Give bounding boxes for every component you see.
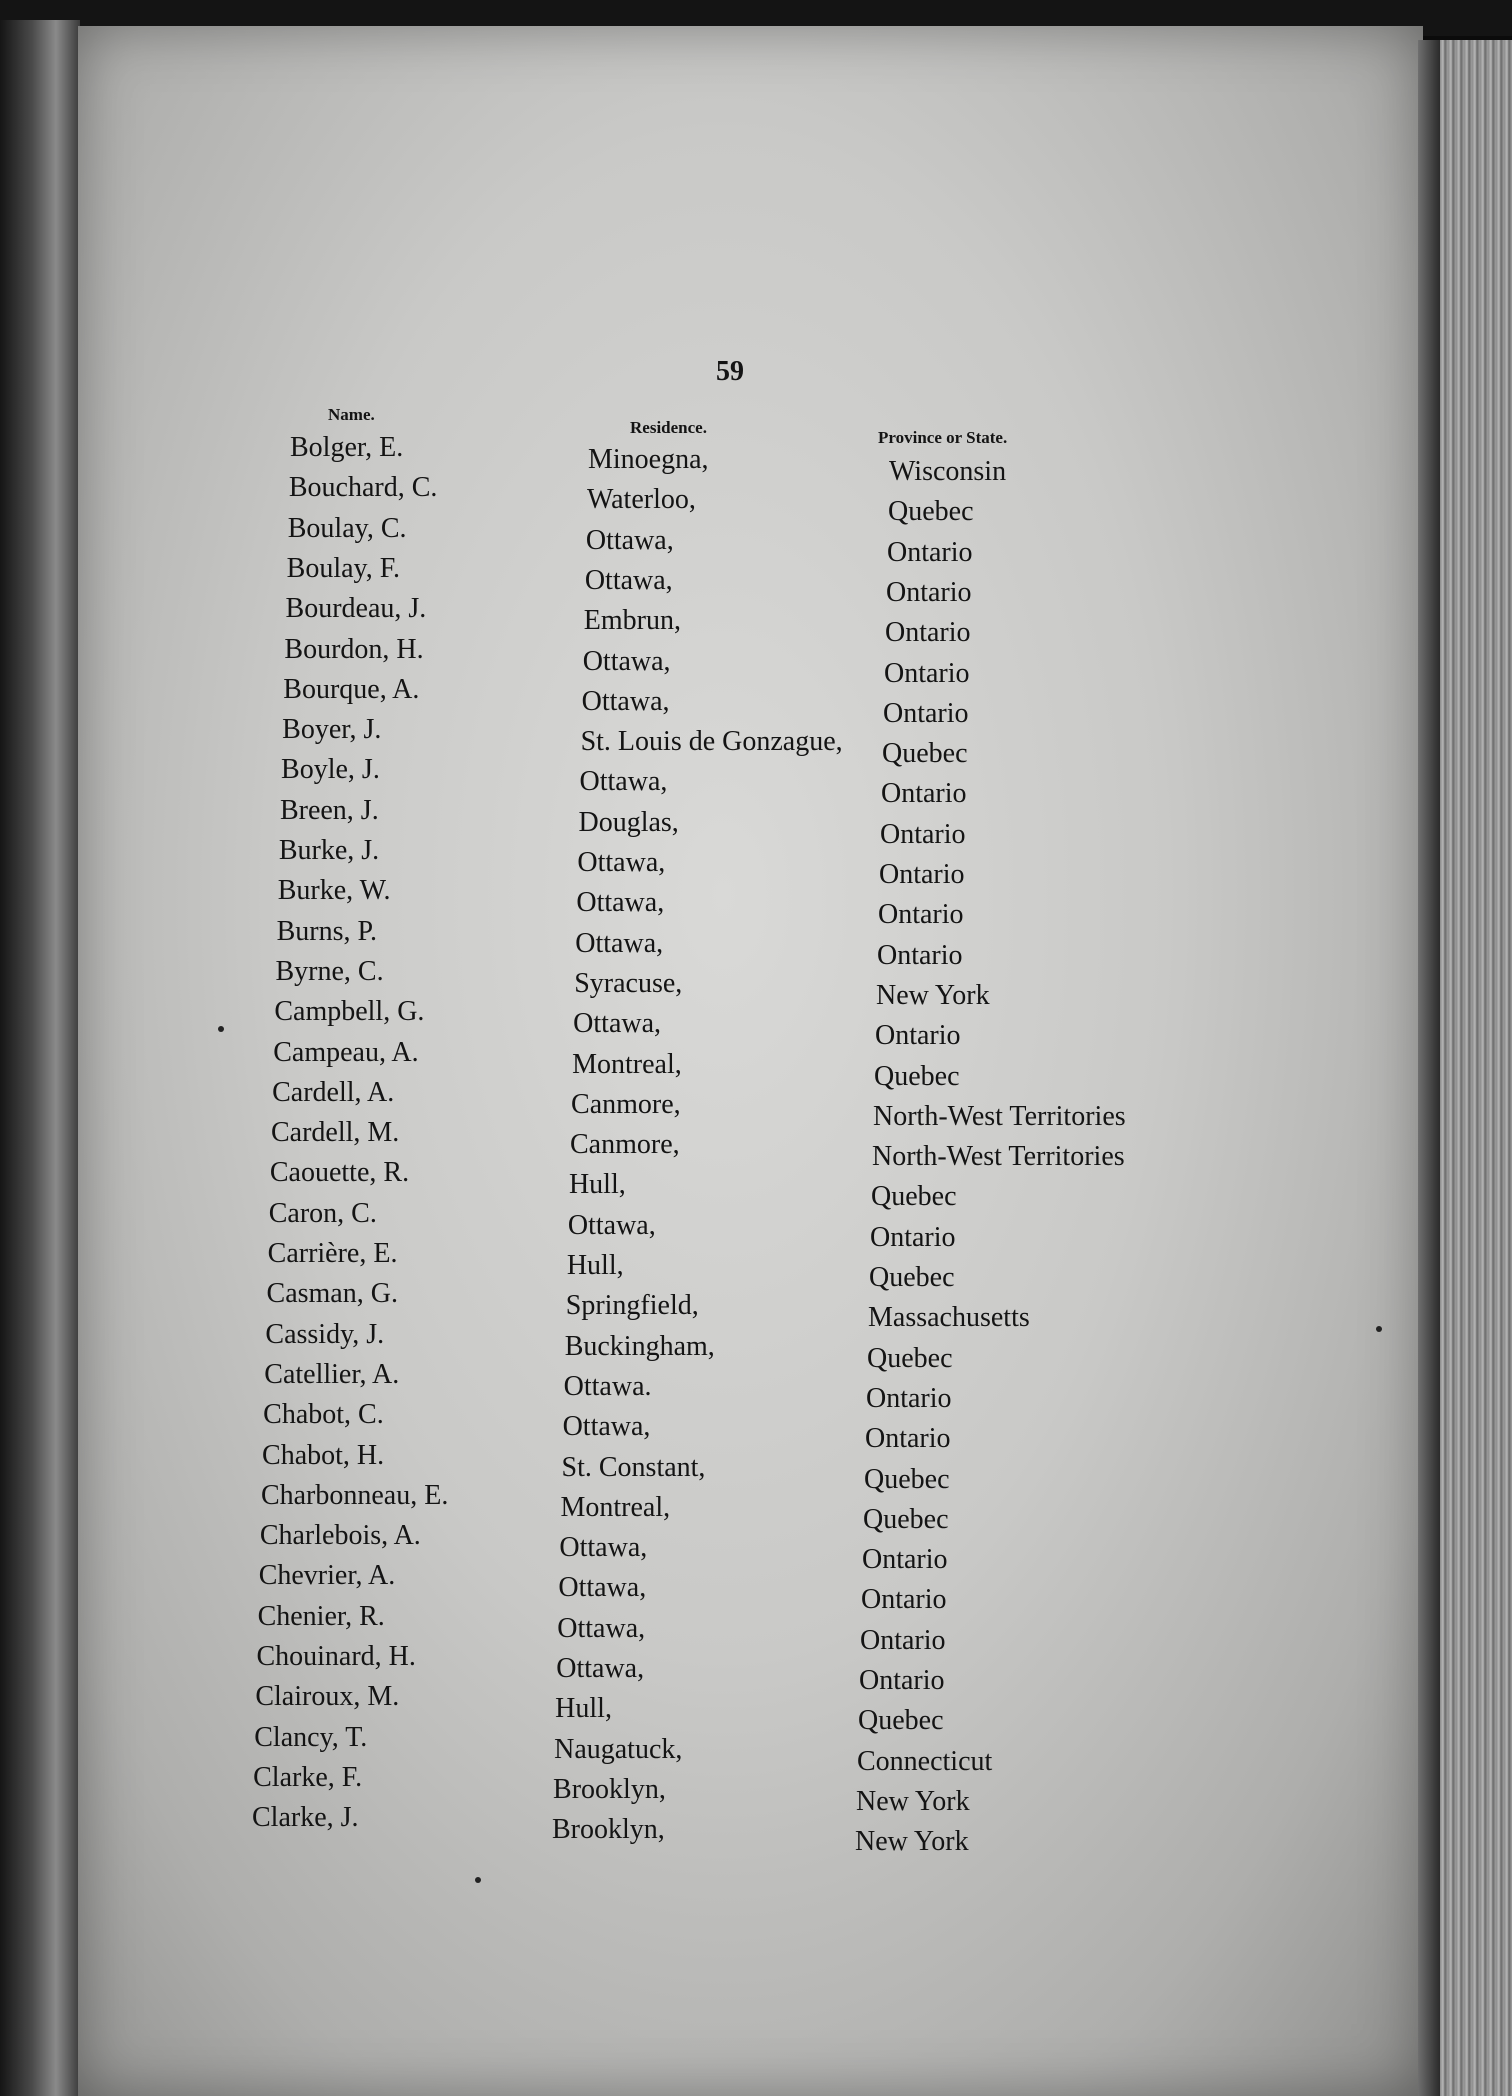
table-row xyxy=(0,791,1512,850)
residence-cell: Brooklyn, xyxy=(553,1773,666,1805)
residence-cell: Ottawa, xyxy=(573,1008,662,1040)
name-cell: Carrière, E. xyxy=(267,1238,398,1269)
residence-cell: Springfield, xyxy=(565,1290,699,1322)
table-row xyxy=(0,1637,1512,1696)
name-cell: Cardell, A. xyxy=(272,1076,395,1108)
residence-cell: Canmore, xyxy=(571,1088,681,1120)
name-cell: Charbonneau, E. xyxy=(260,1479,449,1511)
province-cell: Ontario xyxy=(884,657,970,689)
table-row xyxy=(0,670,1512,729)
province-cell: Ontario xyxy=(861,1584,947,1616)
residence-cell: Ottawa, xyxy=(575,927,664,959)
name-cell: Bourdon, H. xyxy=(284,633,424,665)
residence-cell: Hull, xyxy=(566,1250,624,1281)
residence-cell: Ottawa, xyxy=(558,1572,647,1604)
table-row xyxy=(0,428,1512,487)
province-cell: Ontario xyxy=(859,1665,945,1696)
province-cell: Ontario xyxy=(860,1624,946,1656)
column-header-residence: Residence. xyxy=(630,418,707,437)
name-cell: Chabot, H. xyxy=(262,1439,385,1471)
residence-cell: Buckingham, xyxy=(564,1330,715,1362)
table-row xyxy=(0,1476,1512,1535)
province-cell: Ontario xyxy=(883,697,969,729)
residence-cell: Syracuse, xyxy=(574,967,683,999)
name-cell: Clarke, F. xyxy=(253,1761,363,1793)
table-row xyxy=(0,1597,1512,1656)
province-cell: Ontario xyxy=(878,899,964,931)
province-cell: Ontario xyxy=(880,818,966,850)
table-row xyxy=(0,831,1512,890)
residence-cell: Ottawa, xyxy=(562,1411,651,1443)
province-cell: New York xyxy=(856,1785,970,1817)
name-cell: Bourque, A. xyxy=(283,673,420,705)
residence-cell: Ottawa, xyxy=(579,766,668,798)
residence-cell: Embrun, xyxy=(583,605,681,637)
name-cell: Charlebois, A. xyxy=(259,1520,421,1552)
page-number: 59 xyxy=(716,356,744,387)
province-cell: Quebec xyxy=(867,1342,953,1374)
table-row xyxy=(0,549,1512,608)
residence-cell: Montreal, xyxy=(572,1048,682,1080)
residence-cell: Naugatuck, xyxy=(554,1733,683,1765)
province-cell: New York xyxy=(855,1826,969,1858)
residence-cell: Brooklyn, xyxy=(552,1814,665,1846)
residence-cell: Ottawa, xyxy=(557,1612,646,1644)
name-cell: Boulay, F. xyxy=(286,552,401,584)
name-cell: Catellier, A. xyxy=(264,1358,400,1390)
province-cell: Ontario xyxy=(865,1423,951,1455)
province-cell: Quebec xyxy=(869,1262,955,1293)
residence-cell: Ottawa, xyxy=(576,887,665,919)
residence-cell: St. Constant, xyxy=(561,1451,706,1483)
province-cell: Quebec xyxy=(871,1181,957,1213)
province-cell: Ontario xyxy=(887,536,973,568)
province-cell: Quebec xyxy=(888,496,974,528)
residence-cell: St. Louis de Gonzague, xyxy=(580,726,843,758)
province-cell: Ontario xyxy=(879,859,965,890)
province-cell: Ontario xyxy=(875,1020,961,1052)
residence-cell: Ottawa, xyxy=(581,685,670,717)
table-row xyxy=(0,1194,1512,1253)
residence-cell: Waterloo, xyxy=(586,484,696,516)
residence-cell: Ottawa. xyxy=(563,1370,652,1402)
name-cell: Boyle, J. xyxy=(281,754,380,786)
residence-cell: Ottawa, xyxy=(567,1209,656,1241)
name-cell: Clancy, T. xyxy=(254,1721,368,1753)
province-cell: New York xyxy=(876,979,990,1011)
residence-cell: Minoegna, xyxy=(588,444,709,475)
province-cell: North-West Territories xyxy=(873,1100,1126,1132)
province-cell: Ontario xyxy=(870,1221,956,1253)
residence-cell: Ottawa, xyxy=(582,645,671,677)
name-cell: Bouchard, C. xyxy=(288,472,438,504)
name-cell: Burke, J. xyxy=(278,835,380,866)
name-cell: Chabot, C. xyxy=(263,1399,384,1431)
name-cell: Burns, P. xyxy=(276,915,377,947)
name-cell: Clarke, J. xyxy=(252,1802,359,1834)
province-cell: North-West Territories xyxy=(872,1141,1125,1173)
province-cell: Quebec xyxy=(882,738,968,770)
residence-cell: Canmore, xyxy=(570,1129,680,1161)
name-cell: Caouette, R. xyxy=(269,1157,410,1189)
name-cell: Caron, C. xyxy=(268,1197,377,1229)
table-row xyxy=(0,1355,1512,1414)
province-cell: Massachusetts xyxy=(868,1302,1030,1334)
province-cell: Ontario xyxy=(877,939,963,971)
name-cell: Clairoux, M. xyxy=(255,1681,400,1713)
table-row xyxy=(0,1073,1512,1132)
name-cell: Cardell, M. xyxy=(271,1117,400,1149)
residence-cell: Ottawa, xyxy=(584,564,673,596)
name-cell: Boyer, J. xyxy=(282,714,382,746)
residence-cell: Ottawa, xyxy=(577,847,666,878)
residence-cell: Hull, xyxy=(568,1169,626,1201)
name-cell: Campbell, G. xyxy=(274,996,425,1028)
province-cell: Quebec xyxy=(874,1060,960,1092)
column-header-name: Name. xyxy=(328,405,375,424)
name-cell: Chouinard, H. xyxy=(256,1641,416,1672)
name-cell: Bourdeau, J. xyxy=(285,593,427,625)
residence-cell: Hull, xyxy=(555,1693,612,1725)
residence-cell: Montreal, xyxy=(560,1491,671,1523)
residence-cell: Ottawa, xyxy=(585,524,674,556)
province-cell: Ontario xyxy=(862,1544,948,1576)
province-cell: Connecticut xyxy=(857,1745,993,1777)
province-cell: Wisconsin xyxy=(889,456,1007,487)
province-cell: Ontario xyxy=(866,1382,952,1414)
residence-cell: Ottawa, xyxy=(556,1653,645,1684)
name-cell: Boulay, C. xyxy=(287,512,407,544)
name-cell: Chevrier, A. xyxy=(258,1560,396,1592)
name-cell: Breen, J. xyxy=(279,794,379,826)
table-row xyxy=(0,1758,1512,1817)
name-cell: Cassidy, J. xyxy=(265,1318,385,1350)
province-cell: Quebec xyxy=(863,1503,949,1535)
table-row xyxy=(0,1234,1512,1293)
column-header-province: Province or State. xyxy=(878,428,1008,447)
name-cell: Chenier, R. xyxy=(257,1600,385,1632)
table-row xyxy=(0,1798,1512,1858)
name-cell: Burke, W. xyxy=(277,875,391,907)
province-cell: Ontario xyxy=(886,576,972,608)
name-cell: Casman, G. xyxy=(266,1278,398,1310)
province-cell: Ontario xyxy=(885,617,971,649)
name-cell: Campeau, A. xyxy=(273,1036,419,1068)
name-cell: Bolger, E. xyxy=(290,432,404,463)
residence-cell: Ottawa, xyxy=(559,1532,648,1564)
residence-cell: Douglas, xyxy=(578,806,679,838)
table-row xyxy=(0,952,1512,1011)
name-cell: Byrne, C. xyxy=(275,955,384,987)
province-cell: Quebec xyxy=(858,1705,944,1737)
province-cell: Ontario xyxy=(881,778,967,810)
province-cell: Quebec xyxy=(864,1463,950,1495)
